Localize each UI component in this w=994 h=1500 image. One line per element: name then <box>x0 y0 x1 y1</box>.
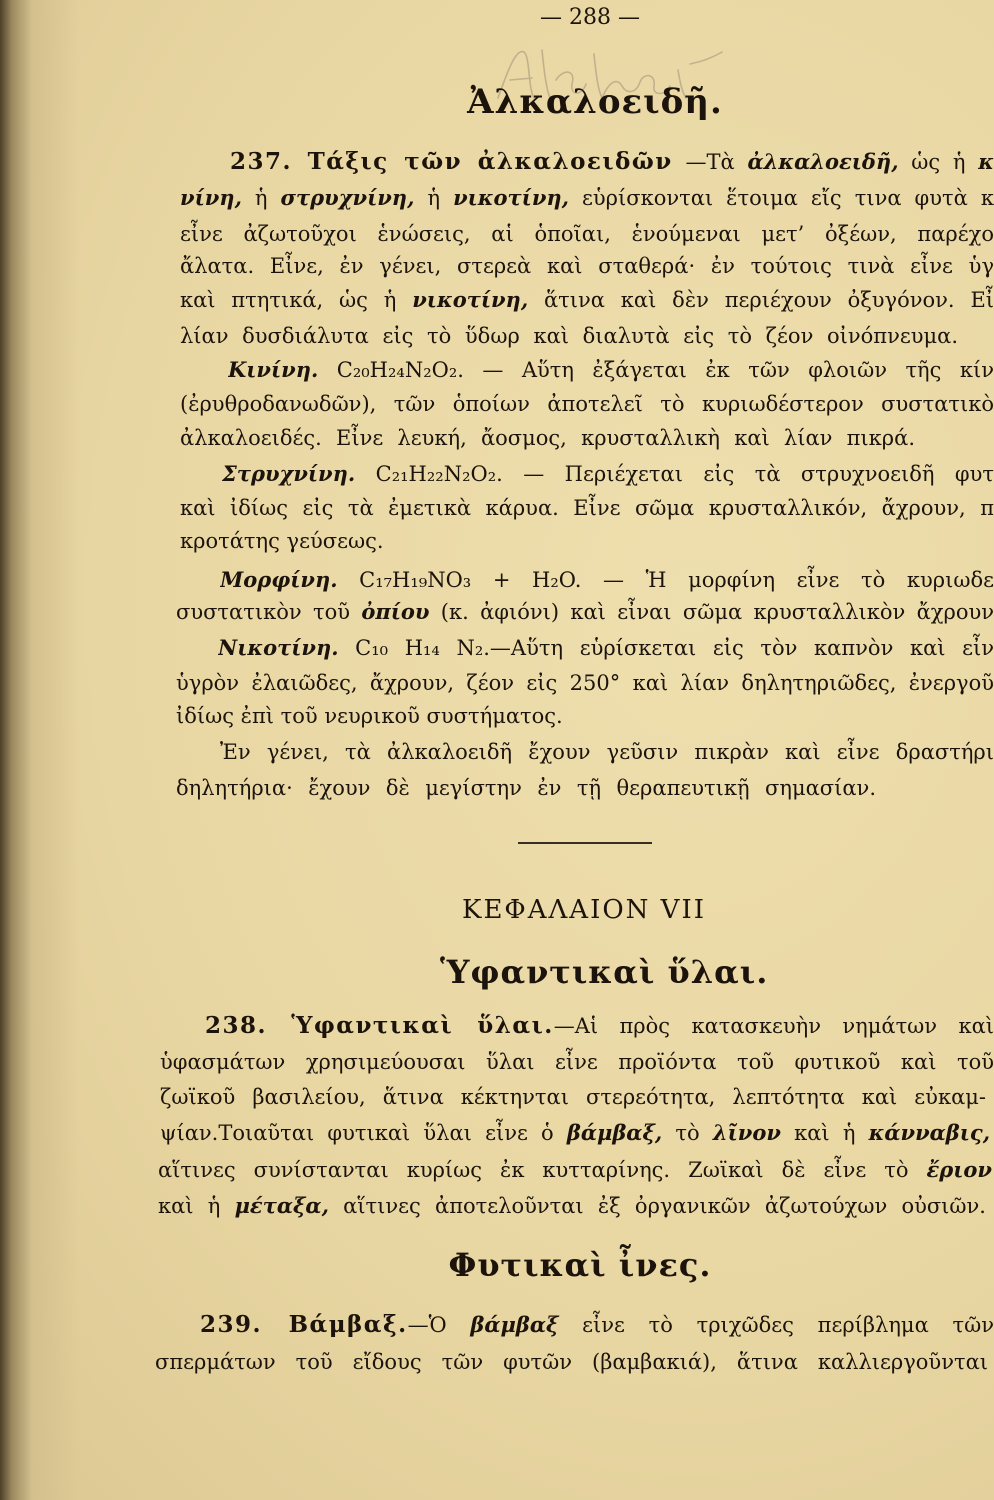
text-segment: δηλητήρια· ἔχουν δὲ μεγίστην ἐν τῇ θεραπευτικῇ σημασίαν. <box>176 776 876 800</box>
text-segment: ἅτινα καὶ δὲν περιέχουν ὀξυγόνον. Εἶ <box>528 288 994 312</box>
text-segment: ἰδίως ἐπὶ τοῦ νευρικοῦ συστήματος. <box>176 704 563 728</box>
text-line <box>228 354 994 386</box>
emphasized-term: κάνναβις, <box>868 1120 990 1145</box>
text-segment: C₁₇H₁₉NO₃ + H₂O. — Ἡ μορφίνη εἶνε τὸ κυριωδε <box>337 568 994 592</box>
text-line <box>176 700 994 732</box>
text-line <box>158 1154 992 1186</box>
text-segment: ἡ <box>414 186 454 210</box>
text-segment: αἵτινες συνίστανται κυρίως ἐκ κυτταρίνης. Ζωϊκαὶ δὲ εἶνε τὸ <box>158 1158 927 1182</box>
text-segment: ἄλατα. Εἶνε, ἐν γένει, στερεὰ καὶ σταθερά· ἐν τούτοις τινὰ εἶνε ὑγ <box>180 254 994 278</box>
emphasized-term: νικοτίνη, <box>453 185 569 210</box>
text-segment: —Τὰ <box>672 150 748 174</box>
text-line <box>180 182 994 214</box>
emphasized-term: βάμβαξ, <box>566 1120 663 1145</box>
text-segment: —Ὁ <box>407 1313 471 1337</box>
text-line <box>160 1117 990 1149</box>
text-segment: C₁₀ H₁₄ N₂.—Αὕτη εὑρίσκεται εἰς τὸν καπνὸν καὶ εἶν <box>338 636 994 660</box>
text-line <box>218 632 994 664</box>
text-segment: ὑφασμάτων χρησιμεύουσαι ὕλαι εἶνε προϊόντα τοῦ φυτικοῦ καὶ τοῦ <box>160 1050 994 1074</box>
text-line <box>220 736 994 768</box>
emphasized-term: Κινίνη. <box>228 357 319 382</box>
text-segment: συστατικὸν τοῦ <box>176 600 362 624</box>
text-segment: (ἐρυθροδανωδῶν), τῶν ὁποίων ἀποτελεῖ τὸ κυριωδέστερον συστατικὸ <box>180 392 994 416</box>
text-segment: εἶνε τὸ τριχῶδες περίβλημα τῶν <box>558 1313 994 1337</box>
text-segment: ψίαν.Τοιαῦται φυτικαὶ ὕλαι εἶνε ὁ <box>160 1121 567 1145</box>
text-line <box>205 1010 994 1042</box>
text-segment: αἵτινες ἀποτελοῦνται ἐξ ὀργανικῶν ἀζωτούχων οὐσιῶν. <box>328 1194 986 1218</box>
text-line <box>176 667 994 699</box>
text-segment: ὡς ἡ <box>898 150 979 174</box>
emphasized-term: μέταξα, <box>234 1193 329 1218</box>
text-line <box>155 1346 988 1378</box>
emphasized-term: ἔριον <box>926 1157 992 1182</box>
paragraph-heading: 238. Ὑφαντικαὶ ὕλαι. <box>205 1012 554 1039</box>
text-segment: ὑγρὸν ἐλαιῶδες, ἄχρουν, ζέον εἰς 250° καὶ λίαν δηλητηριῶδες, ἐνεργοῦ <box>176 671 994 695</box>
text-segment: καὶ ἡ <box>780 1121 869 1145</box>
text-segment: ζωϊκοῦ βασιλείου, ἅτινα κέκτηνται στερεότητα, λεπτότητα καὶ εὐκαμ- <box>160 1085 986 1109</box>
emphasized-term: κ <box>978 149 994 174</box>
text-line <box>180 422 915 454</box>
paragraph-heading: 237. Τάξις τῶν ἀλκαλοειδῶν <box>230 148 673 175</box>
text-segment: εἶνε ἀζωτοῦχοι ἑνώσεις, αἱ ὁποῖαι, ἑνούμεναι μετ’ ὀξέων, παρέχο <box>180 222 994 246</box>
text-segment: κροτάτης γεύσεως. <box>180 529 384 553</box>
emphasized-term: βάμβαξ <box>470 1312 559 1337</box>
text-line <box>180 218 994 250</box>
text-segment: σπερμάτων τοῦ εἴδους τῶν φυτῶν (βαμβακιά), ἅτινα καλλιεργοῦνται <box>155 1350 988 1374</box>
section-divider <box>518 842 652 844</box>
text-segment: C₂₀H₂₄N₂O₂. — Αὕτη ἐξάγεται ἐκ τῶν φλοιῶν τῆς κίν <box>318 358 994 382</box>
text-line <box>158 1190 986 1222</box>
text-segment: τὸ <box>662 1121 713 1145</box>
text-line <box>200 1309 994 1341</box>
text-segment: λίαν δυσδιάλυτα εἰς τὸ ὕδωρ καὶ διαλυτὰ εἰς τὸ ζέον οἰνόπνευμα. <box>180 324 958 348</box>
emphasized-term: ἀλκαλοειδῆ, <box>747 149 899 174</box>
subsection-title: Φυτικαὶ ἶνες. <box>448 1246 712 1284</box>
text-segment: (κ. ἀφιόνι) καὶ εἶναι σῶμα κρυσταλλικὸν ἄχρουν <box>429 600 994 624</box>
emphasized-term: στρυχνίνη, <box>280 185 415 210</box>
paragraph-heading: 239. Βάμβαξ. <box>200 1311 408 1338</box>
emphasized-term: νικοτίνη, <box>412 287 529 312</box>
page-number: — 288 — <box>540 5 640 30</box>
chapter-title: Ὑφαντικαὶ ὕλαι. <box>440 953 769 991</box>
text-line <box>180 525 994 557</box>
text-segment: καὶ ἡ <box>158 1194 235 1218</box>
emphasized-term: Νικοτίνη. <box>218 635 339 660</box>
text-line <box>180 320 958 352</box>
text-line <box>160 1046 994 1078</box>
text-line <box>180 250 994 282</box>
text-segment: καὶ ἰδίως εἰς τὰ ἐμετικὰ κάρυα. Εἶνε σῶμα κρυσταλλικόν, ἄχρουν, π <box>180 496 994 520</box>
text-line <box>222 458 994 490</box>
text-segment: ἀλκαλοειδές. Εἶνε λευκή, ἄοσμος, κρυσταλλικὴ καὶ λίαν πικρά. <box>180 426 915 450</box>
text-line <box>180 492 994 524</box>
chapter-label: ΚΕΦΑΛΑΙΟΝ VII <box>462 895 706 925</box>
text-line <box>220 564 994 596</box>
text-segment: εὑρίσκονται ἕτοιμα εἴς τινα φυτὰ κ <box>568 186 994 210</box>
text-segment: C₂₁H₂₂N₂O₂. — Περιέχεται εἰς τὰ στρυχνοειδῆ φυτ <box>355 462 994 486</box>
text-segment: Ἐν γένει, τὰ ἀλκαλοειδῆ ἔχουν γεῦσιν πικρὰν καὶ εἶνε δραστήρι <box>220 740 994 764</box>
text-line <box>180 388 994 420</box>
emphasized-term: Στρυχνίνη. <box>222 461 356 486</box>
text-line <box>176 772 876 804</box>
emphasized-term: Μορφίνη. <box>220 567 338 592</box>
text-line <box>160 1081 986 1113</box>
text-segment: καὶ πτητικά, ὡς ἡ <box>180 288 413 312</box>
emphasized-term: λῖνον <box>712 1120 781 1145</box>
text-segment: —Αἱ πρὸς κατασκευὴν νημάτων καὶ <box>553 1014 994 1038</box>
text-line <box>230 146 994 178</box>
text-line <box>180 284 994 316</box>
text-line <box>176 596 994 628</box>
emphasized-term: ὀπίου <box>361 599 430 624</box>
emphasized-term: νίνη, <box>180 185 242 210</box>
text-segment: ἡ <box>241 186 281 210</box>
section-title: Ἀλκαλοειδῆ. <box>467 82 723 122</box>
